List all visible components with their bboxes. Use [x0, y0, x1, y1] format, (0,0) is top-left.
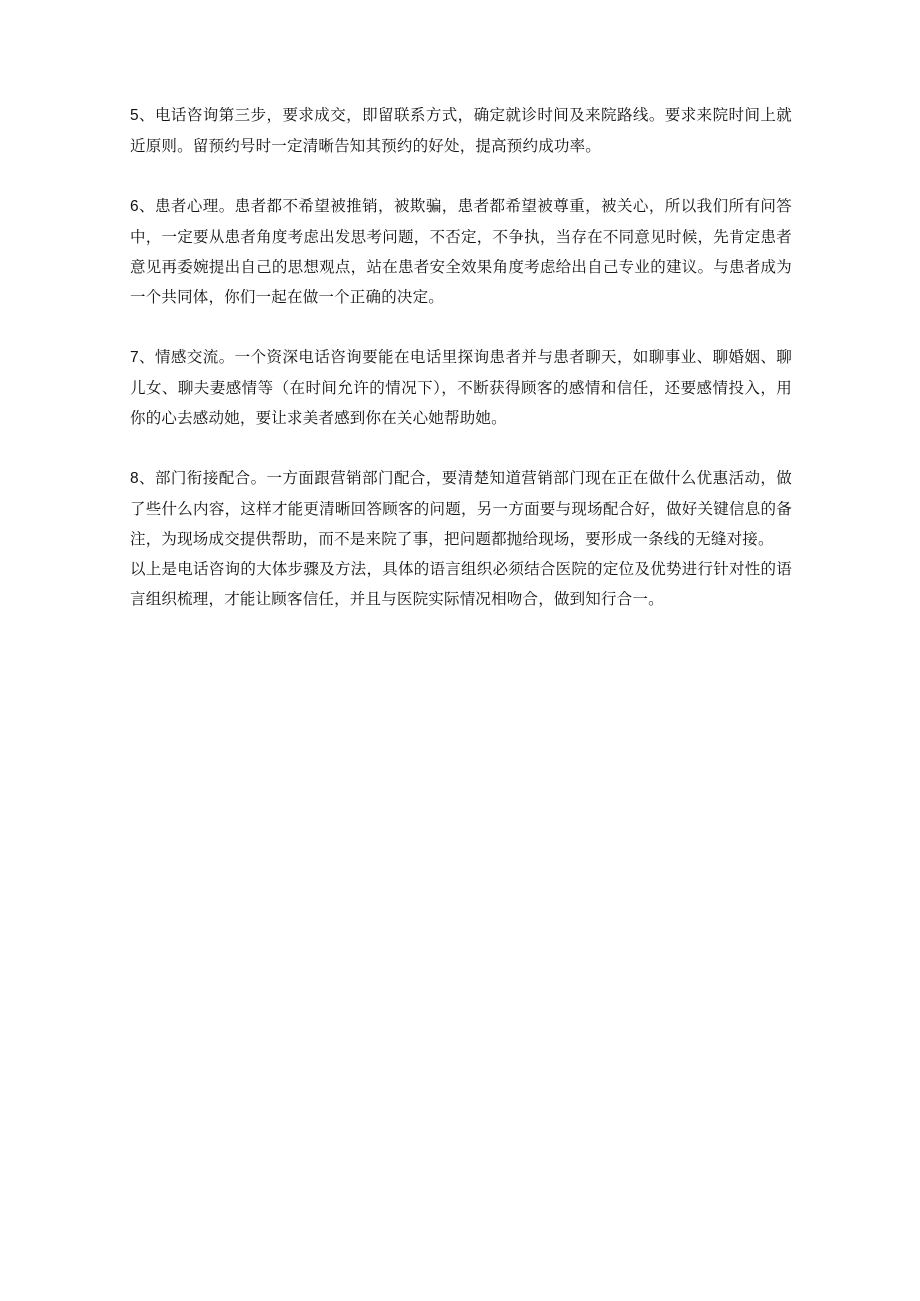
paragraph-text: 、情感交流。一个资深电话咨询要能在电话里探询患者并与患者聊天，如聊事业、聊婚姻、聊儿女、聊夫妻感情等（在时间允许的情况下），不断获得顾客的感情和信任，还要感情投入，用你的心去感动她，要让求美者感到你在关心她帮助她。: [130, 348, 792, 427]
paragraph-text: 、部门衔接配合。一方面跟营销部门配合，要清楚知道营销部门现在正在做什么优惠活动，做了些什么内容，这样才能更清晰回答顾客的问题，另一方面要与现场配合好，做好关键信息的备注，为现场成交提供帮助，而不是来院了事，把问题都抛给现场，要形成一条线的无缝对接。: [130, 469, 792, 548]
paragraph-step-6: [130, 191, 792, 312]
paragraph-number: 8: [130, 470, 139, 487]
paragraph-step-7: [130, 342, 792, 433]
document-body: [130, 100, 792, 614]
paragraph-number: 5: [130, 107, 139, 124]
paragraph-step-8: [130, 463, 792, 554]
paragraph-number: 6: [130, 198, 139, 215]
paragraph-step-5: [130, 100, 792, 161]
paragraph-number: 7: [130, 349, 139, 366]
paragraph-conclusion: 以上是电话咨询的大体步骤及方法，具体的语言组织必须结合医院的定位及优势进行针对性的语言组织梳理，才能让顾客信任，并且与医院实际情况相吻合，做到知行合一。: [130, 560, 792, 608]
paragraph-text: 、电话咨询第三步，要求成交，即留联系方式，确定就诊时间及来院路线。要求来院时间上就近原则。留预约号时一定清晰告知其预约的好处，提高预约成功率。: [130, 106, 792, 155]
paragraph-text: 、患者心理。患者都不希望被推销，被欺骗，患者都希望被尊重，被关心，所以我们所有问答中，一定要从患者角度考虑出发思考问题，不否定，不争执，当存在不同意见时候，先肯定患者意见再委婉提出自己的思想观点，站在患者安全效果角度考虑给出自己专业的建议。与患者成为一个共同体，你们一起在做一个正确的决定。: [130, 197, 792, 306]
